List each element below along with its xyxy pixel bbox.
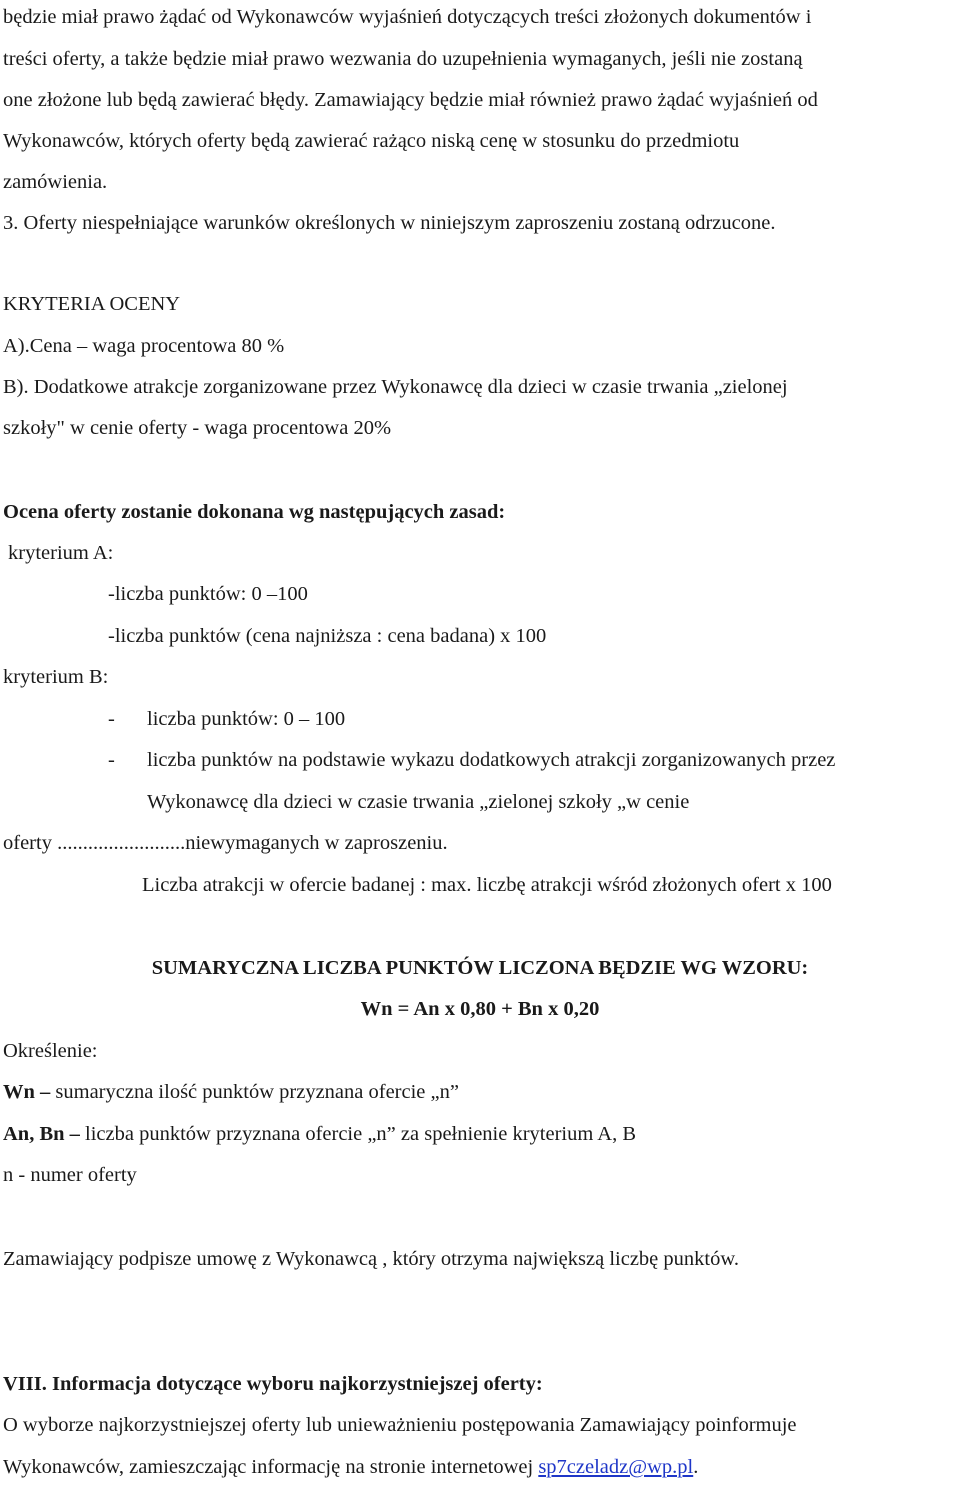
intro-line-4: Wykonawców, których oferty będą zawierać rażąco niską cenę w stosunku do przedmiotu — [3, 130, 740, 152]
section-viii-heading: VIII. Informacja dotyczące wyboru najkorzystniejszej oferty: — [3, 1373, 543, 1395]
criterion-a-label: kryterium A: — [8, 542, 114, 564]
definition-n: n - numer oferty — [3, 1164, 137, 1186]
criterion-b-label: kryterium B: — [3, 666, 109, 688]
criterion-a-points: -liczba punktów: 0 –100 — [108, 583, 308, 605]
criterion-b-basis-line-1: liczba punktów na podstawie wykazu dodatkowych atrakcji zorganizowanych przez — [147, 749, 836, 771]
definition-wn — [3, 1078, 459, 1106]
criterion-b-points: liczba punktów: 0 – 100 — [147, 708, 346, 730]
criterion-a: A).Cena – waga procentowa 80 % — [3, 335, 285, 357]
evaluation-heading: Ocena oferty zostanie dokonana wg następujących zasad: — [3, 501, 506, 523]
criterion-b-line-1: B). Dodatkowe atrakcje zorganizowane przez Wykonawcę dla dzieci w czasie trwania „zielonej — [3, 376, 788, 398]
definition-an-bn — [3, 1120, 636, 1148]
email-link[interactable]: sp7czeladz@wp.pl — [538, 1456, 694, 1478]
section-viii-line-2-end: . — [693, 1456, 699, 1478]
section-viii-line-2-text: Wykonawców, zamieszczając informację na stronie internetowej — [3, 1456, 539, 1478]
intro-line-3: one złożone lub będą zawierać błędy. Zamawiający będzie miał również prawo żądać wyjaśnień od — [3, 89, 818, 111]
criterion-b-basis-dash: - — [108, 749, 115, 771]
criterion-b-basis-line-2: Wykonawcę dla dzieci w czasie trwania „zielonej szkoły „w cenie — [147, 791, 690, 813]
summary-heading: SUMARYCZNA LICZBA PUNKTÓW LICZONA BĘDZIE WG WZORU: — [151, 957, 809, 979]
intro-line-2: treści oferty, a także będzie miał prawo wezwania do uzupełnienia wymaganych, jeśli nie zostaną — [3, 48, 803, 70]
criterion-a-formula: -liczba punktów (cena najniższa : cena badana) x 100 — [108, 625, 547, 647]
criterion-b-basis-line-3: oferty .........................niewymaganych w zaproszeniu. — [3, 832, 448, 854]
intro-line-1: będzie miał prawo żądać od Wykonawców wyjaśnień dotyczących treści złożonych dokumentów i — [3, 6, 812, 28]
signing-statement: Zamawiający podpisze umowę z Wykonawcą , który otrzyma największą liczbę punktów. — [3, 1248, 739, 1270]
section-viii-line-2 — [3, 1453, 698, 1481]
section-viii-line-1: O wyborze najkorzystniejszej oferty lub unieważnieniu postępowania Zamawiający poinformuje — [3, 1414, 797, 1436]
criterion-b-line-2: szkoły" w cenie oferty - waga procentowa 20% — [3, 417, 392, 439]
definition-wn-term: Wn – — [3, 1081, 51, 1103]
point-3: 3. Oferty niespełniające warunków określonych w niniejszym zaproszeniu zostaną odrzucone. — [3, 212, 776, 234]
summary-formula: Wn = An x 0,80 + Bn x 0,20 — [360, 998, 600, 1020]
definitions-label: Określenie: — [3, 1040, 98, 1062]
criterion-b-formula: Liczba atrakcji w ofercie badanej : max. liczbę atrakcji wśród złożonych ofert x 100 — [142, 874, 832, 896]
definition-wn-text: sumaryczna ilość punktów przyznana ofercie „n” — [50, 1081, 459, 1103]
criteria-heading: KRYTERIA OCENY — [3, 293, 181, 315]
criterion-b-points-dash: - — [108, 708, 115, 730]
definition-an-bn-text: liczba punktów przyznana ofercie „n” za spełnienie kryterium A, B — [79, 1123, 637, 1145]
definition-an-bn-term: An, Bn – — [3, 1123, 80, 1145]
intro-line-5: zamówienia. — [3, 171, 108, 193]
